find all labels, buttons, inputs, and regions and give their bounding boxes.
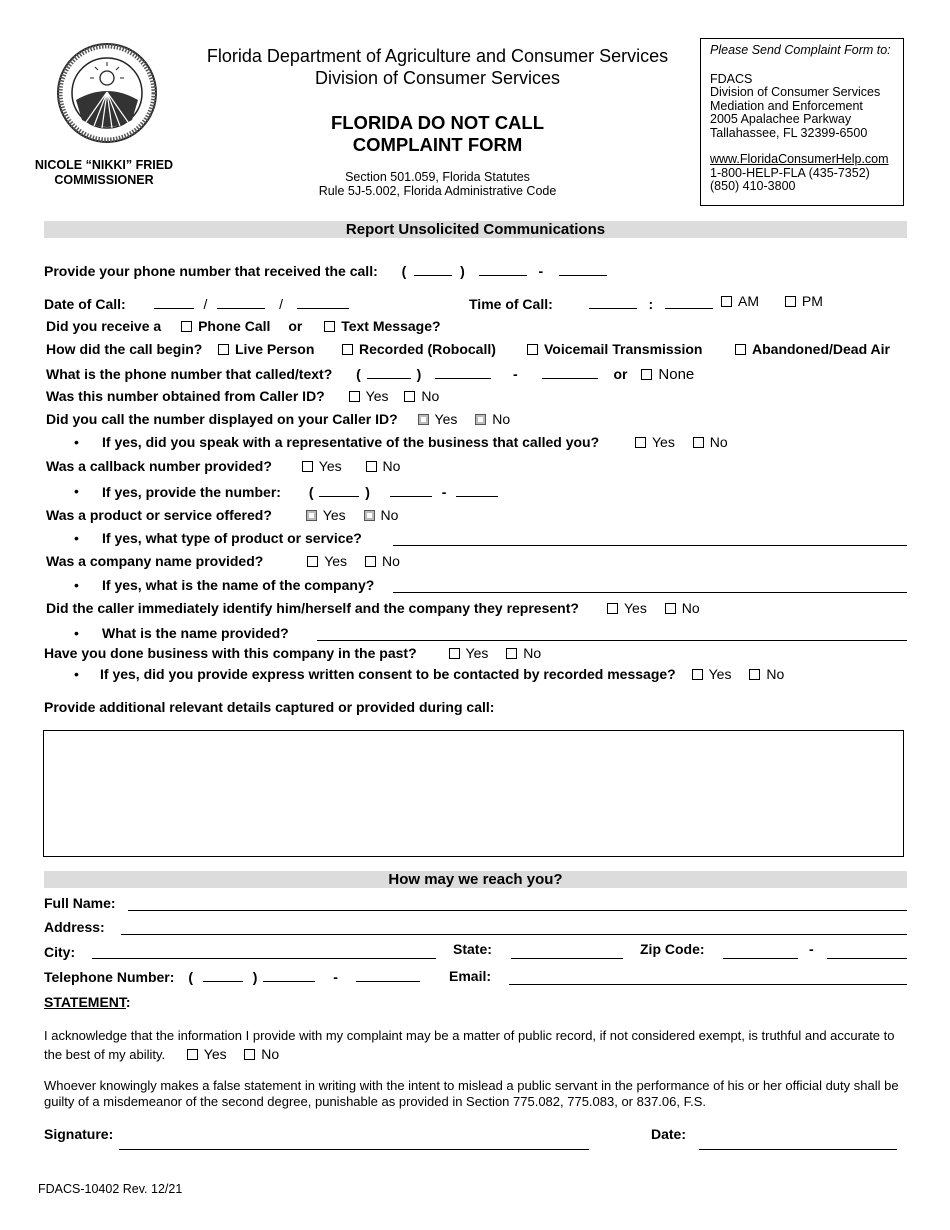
checkbox-caller-id-yes[interactable] xyxy=(349,391,360,402)
dash: - xyxy=(333,969,338,985)
date-day-field[interactable] xyxy=(217,295,265,309)
no-label: No xyxy=(421,388,440,404)
slash: / xyxy=(203,296,208,312)
checkbox-product-yes[interactable] xyxy=(306,510,317,521)
opt-recorded[interactable] xyxy=(342,341,496,357)
state-field[interactable] xyxy=(511,958,623,959)
checkbox-identify-no[interactable] xyxy=(665,603,676,614)
bullet: • xyxy=(74,483,79,499)
bullet: • xyxy=(74,577,79,593)
paren: ( xyxy=(308,484,314,500)
dash: - xyxy=(538,263,544,279)
send-to-line: Division of Consumer Services xyxy=(710,85,881,99)
commissioner-title: COMMISSIONER xyxy=(54,172,154,187)
product-type-row xyxy=(102,530,362,546)
checkbox-consent-yes[interactable] xyxy=(692,669,703,680)
yes-label: Yes xyxy=(365,388,389,404)
callback-number-row xyxy=(102,483,498,500)
additional-details-label: Provide additional relevant details captured or provided during call: xyxy=(44,699,495,715)
no-label: No xyxy=(381,553,400,569)
company-name-row xyxy=(102,577,374,593)
paren: ) xyxy=(365,484,370,500)
full-name-field[interactable] xyxy=(128,910,907,911)
callback-number-label: If yes, provide the number: xyxy=(102,484,281,500)
commissioner-name: NICOLE “NIKKI” FRIED xyxy=(34,158,174,172)
paren: ) xyxy=(252,969,258,985)
or-label: or xyxy=(288,318,303,334)
checkbox-none[interactable] xyxy=(641,369,652,380)
send-to-line: Mediation and Enforcement xyxy=(710,98,863,113)
dash: - xyxy=(809,941,814,957)
live-person-label: Live Person xyxy=(235,341,315,357)
yes-label: Yes xyxy=(465,645,489,661)
yes-label: Yes xyxy=(324,553,348,569)
company-provided-row xyxy=(46,553,400,569)
city-label: City: xyxy=(44,944,76,960)
time-of-call-row xyxy=(469,295,713,312)
state-label: State: xyxy=(453,941,492,957)
pm-label: PM xyxy=(801,293,823,309)
acknowledgement-paragraph xyxy=(44,1026,914,1064)
caller-id-label: Was this number obtained from Caller ID? xyxy=(46,388,325,404)
paren: ) xyxy=(416,366,422,382)
send-to-line: FDACS xyxy=(710,71,753,86)
yes-label: Yes xyxy=(708,666,732,682)
telephone-line-field[interactable] xyxy=(356,968,420,982)
no-label: No xyxy=(261,1046,280,1062)
form-number-footer: FDACS-10402 Rev. 12/21 xyxy=(38,1182,183,1196)
send-to-heading: Please Send Complaint Form to: xyxy=(710,43,891,57)
additional-details-textarea[interactable] xyxy=(43,730,904,857)
full-name-label: Full Name: xyxy=(44,895,116,911)
email-label: Email: xyxy=(449,968,492,984)
receive-type-row xyxy=(46,318,441,334)
callback-label: Was a callback number provided? xyxy=(46,458,272,474)
agency-heading xyxy=(190,45,685,89)
product-offered-label: Was a product or service offered? xyxy=(46,507,272,523)
commissioner-block xyxy=(24,158,184,187)
caller-phone-row xyxy=(46,365,694,383)
dash: - xyxy=(513,366,518,382)
called-back-row xyxy=(46,411,510,427)
yes-label: Yes xyxy=(203,1046,227,1062)
acknowledgement-text: I acknowledge that the information I provide with my complaint may be a matter of public record, if not considered exempt, is truthful and accurate to the best of my ability. xyxy=(44,1028,895,1062)
bullet: • xyxy=(74,625,79,641)
checkbox-done-business-yes[interactable] xyxy=(449,648,460,659)
telephone-label: Telephone Number: xyxy=(44,969,175,985)
name-provided-field[interactable] xyxy=(317,640,907,641)
received-line-field[interactable] xyxy=(559,262,607,276)
florida-dept-agriculture-seal-icon xyxy=(56,42,158,144)
product-type-field[interactable] xyxy=(393,545,907,546)
email-field[interactable] xyxy=(509,984,907,985)
no-label: No xyxy=(382,458,401,474)
consent-row xyxy=(100,666,784,682)
statute-line-2: Rule 5J-5.002, Florida Administrative Code xyxy=(318,184,557,198)
done-business-row xyxy=(44,645,541,661)
name-provided-row xyxy=(102,625,289,641)
checkbox-company-yes[interactable] xyxy=(307,556,318,567)
form-title-line-2: COMPLAINT FORM xyxy=(352,134,523,155)
am-option[interactable] xyxy=(721,293,759,309)
department-seal xyxy=(56,42,158,144)
opt-voicemail[interactable] xyxy=(527,341,702,357)
received-area-code-field[interactable] xyxy=(414,262,452,276)
caller-prefix-field[interactable] xyxy=(435,365,491,379)
date-of-call-label: Date of Call: xyxy=(44,296,126,312)
paren: ) xyxy=(460,263,465,279)
caller-area-code-field[interactable] xyxy=(367,365,411,379)
checkbox-spoke-rep-no[interactable] xyxy=(693,437,704,448)
date-of-call-row xyxy=(44,295,349,312)
company-provided-label: Was a company name provided? xyxy=(46,553,264,569)
no-label: No xyxy=(523,645,542,661)
no-label: No xyxy=(492,411,511,427)
opt-abandoned[interactable] xyxy=(735,341,890,357)
receive-type-label: Did you receive a xyxy=(46,318,162,334)
slash: / xyxy=(279,296,284,312)
callback-prefix-field[interactable] xyxy=(390,483,432,497)
zip-ext-field[interactable] xyxy=(827,958,907,959)
yes-label: Yes xyxy=(624,600,647,616)
address-field[interactable] xyxy=(121,934,907,935)
no-label: No xyxy=(709,434,728,450)
signature-field[interactable] xyxy=(119,1149,589,1150)
date-label: Date: xyxy=(651,1126,687,1142)
done-business-label: Have you done business with this company in the past? xyxy=(44,645,417,661)
address-label: Address: xyxy=(44,919,105,935)
section-header-report: Report Unsolicited Communications xyxy=(44,221,907,238)
time-of-call-label: Time of Call: xyxy=(469,296,553,312)
checkbox-product-no[interactable] xyxy=(364,510,375,521)
form-title xyxy=(190,112,685,156)
phone-local: (850) 410-3800 xyxy=(710,179,796,193)
checkbox-called-back-no[interactable] xyxy=(475,414,486,425)
identify-options xyxy=(607,600,700,616)
checkbox-text-message[interactable] xyxy=(324,321,335,332)
company-name-field[interactable] xyxy=(393,592,907,593)
call-begin-row xyxy=(46,341,202,357)
checkbox-abandoned[interactable] xyxy=(735,344,746,355)
callback-line-field[interactable] xyxy=(456,483,498,497)
opt-live-person[interactable] xyxy=(218,341,314,357)
received-phone-row xyxy=(44,262,607,279)
caller-id-row xyxy=(46,388,439,404)
text-message-label: Text Message? xyxy=(341,318,441,334)
recorded-label: Recorded (Robocall) xyxy=(359,341,496,357)
no-label: No xyxy=(681,600,700,616)
checkbox-spoke-rep-yes[interactable] xyxy=(635,437,646,448)
statement-heading xyxy=(44,994,131,1010)
paren: ( xyxy=(401,263,407,279)
signature-date-field[interactable] xyxy=(699,1149,897,1150)
department-name: Florida Department of Agriculture and Consumer Services xyxy=(206,46,669,66)
city-field[interactable] xyxy=(92,958,436,959)
called-back-label: Did you call the number displayed on your Caller ID? xyxy=(46,411,398,427)
callback-area-code-field[interactable] xyxy=(319,483,359,497)
none-label: None xyxy=(658,366,695,383)
statement-heading-text: STATEMENT xyxy=(44,994,126,1010)
checkbox-company-no[interactable] xyxy=(365,556,376,567)
no-label: No xyxy=(380,507,399,523)
zip-field[interactable] xyxy=(723,958,798,959)
send-to-line: 2005 Apalachee Parkway xyxy=(710,112,852,126)
abandoned-label: Abandoned/Dead Air xyxy=(752,341,890,357)
callback-row xyxy=(46,458,400,474)
telephone-prefix-field[interactable] xyxy=(263,968,315,982)
caller-phone-label: What is the phone number that called/text? xyxy=(46,366,333,382)
yes-label: Yes xyxy=(318,458,342,474)
telephone-area-code-field[interactable] xyxy=(203,968,243,982)
paren: ( xyxy=(356,366,361,382)
bullet: • xyxy=(74,434,79,450)
bullet: • xyxy=(74,530,79,546)
send-to-line: Tallahassee, FL 32399-6500 xyxy=(710,125,868,140)
checkbox-phone-call[interactable] xyxy=(181,321,192,332)
division-name: Division of Consumer Services xyxy=(314,68,561,88)
identify-row xyxy=(46,600,579,616)
yes-label: Yes xyxy=(322,507,346,523)
checkbox-identify-yes[interactable] xyxy=(607,603,618,614)
spoke-rep-row xyxy=(102,434,599,450)
yes-label: Yes xyxy=(434,411,458,427)
checkbox-done-business-no[interactable] xyxy=(506,648,517,659)
signature-label: Signature: xyxy=(44,1126,114,1142)
consent-label: If yes, did you provide express written consent to be contacted by recorded message? xyxy=(100,666,676,682)
spoke-rep-label: If yes, did you speak with a representative of the business that called you? xyxy=(102,434,600,450)
checkbox-recorded[interactable] xyxy=(342,344,353,355)
section-header-reach: How may we reach you? xyxy=(44,871,907,888)
am-pm-options xyxy=(721,293,823,309)
date-month-field[interactable] xyxy=(154,295,194,309)
voicemail-label: Voicemail Transmission xyxy=(544,341,703,357)
checkbox-ack-no[interactable] xyxy=(244,1049,255,1060)
yes-label: Yes xyxy=(652,434,675,450)
date-year-field[interactable] xyxy=(297,295,349,309)
checkbox-am[interactable] xyxy=(721,296,732,307)
statute-references xyxy=(190,170,685,198)
caller-line-field[interactable] xyxy=(542,365,598,379)
call-begin-label: How did the call begin? xyxy=(46,341,203,357)
name-provided-label: What is the name provided? xyxy=(102,625,289,641)
company-name-label: If yes, what is the name of the company? xyxy=(102,577,375,593)
checkbox-voicemail[interactable] xyxy=(527,344,538,355)
phone-tollfree: 1-800-HELP-FLA (435-7352) xyxy=(710,165,870,180)
colon: : xyxy=(648,296,654,312)
time-minute-field[interactable] xyxy=(665,295,713,309)
product-offered-row xyxy=(46,507,398,523)
pm-option[interactable] xyxy=(785,293,823,309)
received-phone-label: Provide your phone number that received the call: xyxy=(44,263,378,279)
received-prefix-field[interactable] xyxy=(479,262,527,276)
or-label: or xyxy=(613,366,628,382)
spoke-rep-options xyxy=(635,434,728,450)
zip-label: Zip Code: xyxy=(640,941,705,957)
time-hour-field[interactable] xyxy=(589,295,637,309)
checkbox-pm[interactable] xyxy=(785,296,796,307)
checkbox-live-person[interactable] xyxy=(218,344,229,355)
warning-paragraph: Whoever knowingly makes a false statement in writing with the intent to mislead a public servant in the performance of his or her official duty shall be guilty of a misdemeanor of the second degree, punishable as provided in Section 775.082, 775.083, or 837.06, F.S. xyxy=(44,1078,899,1109)
statute-line-1: Section 501.059, Florida Statutes xyxy=(345,170,530,184)
no-label: No xyxy=(766,666,785,682)
dash: - xyxy=(441,484,447,500)
colon: : xyxy=(125,994,131,1010)
checkbox-called-back-yes[interactable] xyxy=(418,414,429,425)
send-to-box xyxy=(700,38,904,206)
product-type-label: If yes, what type of product or service? xyxy=(102,530,362,546)
checkbox-ack-yes[interactable] xyxy=(187,1049,198,1060)
checkbox-consent-no[interactable] xyxy=(749,669,760,680)
checkbox-caller-id-no[interactable] xyxy=(404,391,415,402)
website-link[interactable]: www.FloridaConsumerHelp.com xyxy=(710,152,889,166)
telephone-row xyxy=(44,968,420,985)
checkbox-callback-no[interactable] xyxy=(366,461,377,472)
form-title-line-1: FLORIDA DO NOT CALL xyxy=(330,112,545,133)
paren: ( xyxy=(188,969,193,985)
phone-call-label: Phone Call xyxy=(198,318,271,334)
checkbox-callback-yes[interactable] xyxy=(302,461,313,472)
am-label: AM xyxy=(738,293,759,309)
identify-label: Did the caller immediately identify him/herself and the company they represent? xyxy=(46,600,579,616)
bullet: • xyxy=(74,666,79,682)
